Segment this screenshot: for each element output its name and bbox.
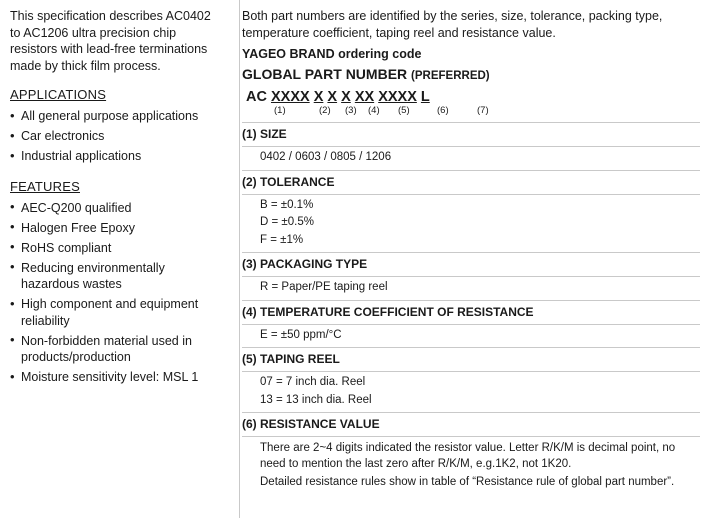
pn-token-tcr: X [341,89,351,105]
part-number-markers [246,105,700,118]
right-column [228,8,700,492]
field-heading-size: (1) SIZE [242,127,287,141]
field-divider [242,436,700,437]
field-divider [242,412,700,413]
global-part-number-heading [242,65,700,85]
specification-intro-paragraph: This specification describes AC0402 to AC1206 ultra precision chip resistors with lead-free terminations made by thick film process. [10,9,211,73]
pn-token-series: AC [246,89,267,105]
field-heading-taping-reel: (5) TAPING REEL [242,352,340,366]
field-body-size [260,150,700,166]
field-body-tolerance [260,198,700,249]
field-divider [242,347,700,348]
applications-heading: APPLICATIONS [10,87,107,102]
list-item: • AEC-Q200 qualified [10,200,218,217]
field-line: R = Paper/PE taping reel [260,281,388,293]
global-part-number-title: GLOBAL PART NUMBER [242,66,408,82]
features-heading: FEATURES [10,178,80,194]
field-body-packaging-type [260,280,700,296]
list-item: • Industrial applications [10,148,218,165]
field-body-tcr [260,328,700,344]
field-body-taping-reel [260,375,700,408]
field-divider [242,276,700,277]
column-divider [239,0,240,518]
field-divider [242,324,700,325]
field-line: 0402 / 0603 / 0805 / 1206 [260,151,392,163]
list-item: • Halogen Free Epoxy [10,220,218,237]
pn-marker-5: (5) [398,105,410,116]
field-note-resistance-digits: There are 2~4 digits indicated the resistor value. Letter R/K/M is decimal point, no need to mention the last zero after R/K/M, e.g.1K2, not 1K20. [260,442,676,470]
pn-marker-4: (4) [368,105,380,116]
field-heading-packaging-type: (3) PACKAGING TYPE [242,257,368,271]
pn-token-resistance: XXXX [378,89,417,105]
field-heading-tolerance: (2) TOLERANCE [242,174,335,189]
list-item: • Reducing environmentally hazardous wastes [10,260,218,293]
pn-marker-6: (6) [437,105,449,116]
field-line: 13 = 13 inch dia. Reel [260,393,372,406]
ordering-intro-paragraph: Both part numbers are identified by the series, size, tolerance, packing type, temperature coefficient, taping reel and resistance value. [242,9,663,40]
field-divider [242,194,700,195]
field-divider [242,146,700,147]
pn-marker-3: (3) [345,105,357,116]
pn-marker-2: (2) [319,105,331,116]
left-column [10,8,228,389]
field-note-resistance-rules: Detailed resistance rules show in table of “Resistance rule of global part number”. [260,476,675,488]
list-item: • All general purpose applications [10,108,218,125]
field-divider [242,300,700,301]
yageo-brand-heading: YAGEO BRAND ordering code [242,47,422,61]
pn-token-suffix: L [420,89,430,105]
list-item: • Moisture sensitivity level: MSL 1 [10,369,218,386]
applications-list [10,108,218,165]
field-line: B = ±0.1% [260,198,314,211]
field-line: E = ±50 ppm/°C [260,328,342,341]
pn-marker-7: (7) [477,105,489,116]
field-divider [242,371,700,372]
pn-marker-1: (1) [274,105,286,116]
pn-token-size: XXXX [270,89,310,105]
field-divider [242,122,700,123]
field-heading-resistance-value: (6) RESISTANCE VALUE [242,417,380,431]
field-line: F = ±1% [260,233,304,246]
pn-token-tolerance: X [313,89,324,105]
features-list [10,200,218,386]
list-item: • Car electronics [10,128,218,145]
list-item: • High component and equipment reliability [10,296,218,329]
field-line: D = ±0.5% [260,216,314,228]
pn-token-packaging: X [327,89,338,105]
field-divider [242,170,700,171]
list-item: • RoHS compliant [10,240,218,257]
global-part-number-suffix: (PREFERRED) [411,70,490,82]
pn-token-taping-reel: XX [354,89,375,105]
list-item: • Non-forbidden material used in products/production [10,333,218,366]
field-heading-tcr: (4) TEMPERATURE COEFFICIENT OF RESISTANCE [242,304,534,319]
field-line: 07 = 7 inch dia. Reel [260,376,366,388]
part-number-code [246,89,700,105]
field-divider [242,252,700,253]
